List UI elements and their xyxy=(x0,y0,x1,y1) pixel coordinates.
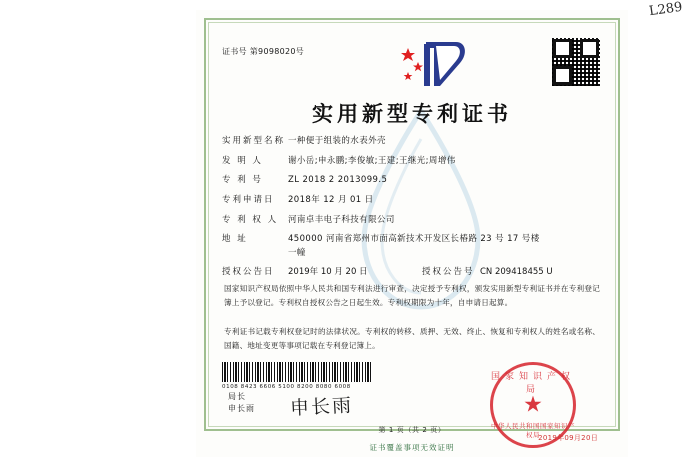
field-row-patent-number xyxy=(222,175,602,185)
field-value: 2019年 10 月 20 日 xyxy=(288,267,368,278)
field-label: 专利申请日 xyxy=(222,195,275,206)
field-value: 谢小岳;申永鹏;李俊敏;王建;王继光;周增伟 xyxy=(288,155,456,166)
field-label: 授权公告号 xyxy=(422,267,475,278)
patent-certificate xyxy=(196,10,628,457)
footer-note: 证书覆盖事项无效证明 xyxy=(369,443,455,452)
ip-office-logo-icon xyxy=(396,38,470,90)
star-icon: ★ xyxy=(523,392,543,418)
field-value: 450000 河南省郑州市面高新技术开发区长椿路 23 号 17 号楼 xyxy=(288,234,540,245)
qr-code-icon xyxy=(552,38,600,86)
field-value: 河南卓丰电子科技有限公司 xyxy=(288,214,395,225)
certificate-number-value: 第9098020号 xyxy=(249,47,305,56)
barcode-icon xyxy=(222,362,372,382)
patent-field-list xyxy=(222,136,602,287)
signature-handwriting: 申长雨 xyxy=(289,394,354,420)
handwritten-corner-mark: L289 xyxy=(647,0,683,20)
qr-finder-bottom-left xyxy=(553,66,572,85)
seal-bottom-text: 中华人民共和国国家知识产权局 xyxy=(491,422,575,439)
field-row-application-date xyxy=(222,195,602,205)
field-label: 专 利 权 人 xyxy=(222,214,279,225)
body-paragraph-2: 专利证书记载专利权登记时的法律状况。专利权的转移、质押、无效、终止、恢复和专利权人的姓名或名称、国籍、地址变更等事项记载在专利登记簿上。 xyxy=(224,327,600,351)
signature-label-line2: 申长雨 xyxy=(228,404,255,413)
field-label: 授权公告日 xyxy=(222,267,275,278)
barcode-number: 0108 8423 6606 5100 8200 8080 6008 xyxy=(222,384,351,390)
signature-label-line1: 局长 xyxy=(228,392,246,401)
field-value: 一种便于组装的水表外壳 xyxy=(288,136,386,146)
field-row-grant-announcement xyxy=(222,267,602,277)
field-label: 发 明 人 xyxy=(222,155,263,166)
seal-top-text: 国家知识产权局 xyxy=(490,372,575,395)
field-label: 地 址 xyxy=(222,234,248,245)
field-value: CN 209418455 U xyxy=(480,267,553,278)
field-label: 实用新型名称 xyxy=(222,136,286,146)
certificate-number-label: 证书号 xyxy=(222,47,247,56)
certificate-number xyxy=(222,46,304,57)
field-row-patentee xyxy=(222,215,602,225)
field-value-address-continued: 一幢 xyxy=(288,248,306,259)
field-value: 2018年 12 月 01 日 xyxy=(288,195,374,206)
field-label: 专 利 号 xyxy=(222,175,263,186)
page-title: 实用新型专利证书 xyxy=(312,101,512,126)
seal-date: 2019年09月20日 xyxy=(538,434,598,442)
field-row-inventors xyxy=(222,156,602,166)
signature-label xyxy=(228,391,255,415)
field-cell-grant-number xyxy=(422,267,553,277)
field-row-utility-model-name xyxy=(222,136,602,146)
page-number: 第 1 页（共 2 页） xyxy=(378,426,446,434)
field-value: ZL 2018 2 2013099.5 xyxy=(288,175,388,186)
field-cell-grant-date xyxy=(222,267,422,277)
body-paragraph-1: 国家知识产权局依照中华人民共和国专利法进行审查，决定授予专利权，颁发实用新型专利证书并在专利登记簿上予以登记。专利权自授权公告之日起生效。专利权期限为十年，自申请日起算。 xyxy=(224,284,600,308)
field-row-address xyxy=(222,234,602,244)
